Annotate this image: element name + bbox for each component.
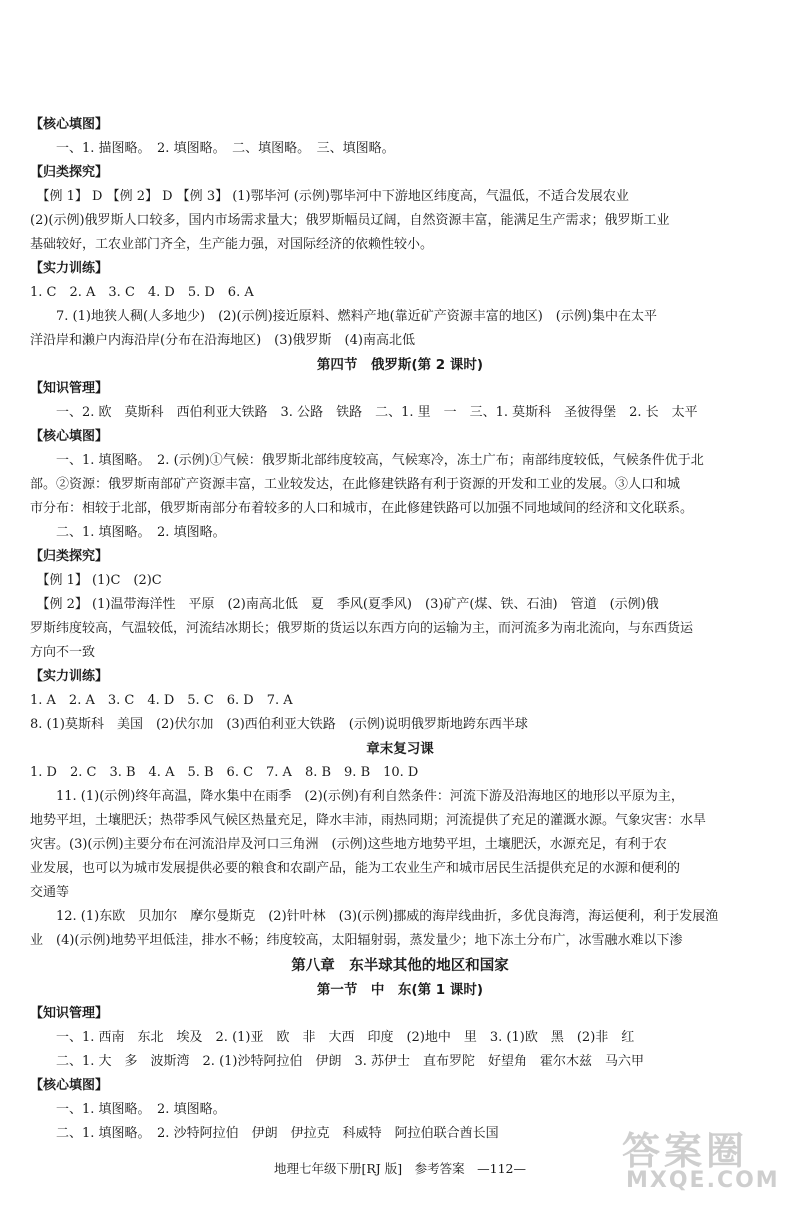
answer-line: 一、1. 西南 东北 埃及 2. (1)亚 欧 非 大西 印度 (2)地中 里 3. (1)欧 黑 (2)非 红 (30, 1030, 635, 1045)
lesson-title: 第一节 中 东(第 1 课时) (316, 982, 484, 998)
answer-line: 二、1. 大 多 波斯湾 2. (1)沙特阿拉伯 伊朗 3. 苏伊士 直布罗陀 好望角 霍尔木兹 马六甲 (30, 1054, 645, 1069)
answer-line: 罗斯纬度较高，气温较低，河流结冰期长；俄罗斯的货运以东西方向的运输为主，而河流多为南北流向，与东西货运 (30, 621, 694, 636)
section-heading: 【知识管理】 (30, 381, 109, 396)
answer-line: 一、1. 填图略。 2. (示例)①气候：俄罗斯北部纬度较高，气候寒冷，冻土广布；南部纬度较低，气候条件优于北 (30, 453, 704, 468)
section-heading: 【归类探究】 (30, 165, 109, 180)
answer-line: 一、1. 填图略。 2. 填图略。 (30, 1102, 226, 1117)
chapter-title: 第八章 东半球其他的地区和国家 (291, 958, 509, 974)
answer-line: 地势平坦，土壤肥沃；热带季风气候区热量充足，降水丰沛，雨热同期；河流提供了充足的灌溉水源。气象灾害：水旱 (30, 813, 707, 828)
answer-line: 业发展，也可以为城市发展提供必要的粮食和农副产品，能为工农业生产和城市居民生活提供充足的水源和便利的 (30, 861, 681, 876)
answer-line: 二、1. 填图略。 2. 填图略。 (30, 525, 226, 540)
watermark-url: MXQE.COM (626, 1168, 780, 1193)
lesson-title: 第四节 俄罗斯(第 2 课时) (316, 357, 484, 373)
answer-line: 11. (1)(示例)终年高温，降水集中在雨季 (2)(示例)有利自然条件：河流下游及沿海地区的地形以平原为主， (30, 789, 684, 804)
answer-line: 1. A 2. A 3. C 4. D 5. C 6. D 7. A (30, 693, 293, 708)
answer-line: 7. (1)地狭人稠(人多地少) (2)(示例)接近原料、燃料产地(靠近矿产资源丰富的地区) (示例)集中在太平 (30, 309, 657, 324)
answer-line: 洋沿岸和濑户内海沿岸(分布在沿海地区) (3)俄罗斯 (4)南高北低 (30, 333, 415, 348)
section-heading: 【核心填图】 (30, 1078, 109, 1093)
review-title: 章末复习课 (366, 741, 434, 757)
section-heading: 【知识管理】 (30, 1006, 109, 1021)
section-heading: 【核心填图】 (30, 429, 109, 444)
answer-line: 业 (4)(示例)地势平坦低洼，排水不畅；纬度较高，太阳辐射弱，蒸发量少；地下冻土分布广，冰雪融水难以下渗 (30, 933, 683, 948)
answer-line: 灾害。(3)(示例)主要分布在河流沿岸及河口三角洲 (示例)这些地方地势平坦，土壤肥沃，水源充足，有利于农 (30, 837, 667, 852)
answer-line: 【例 2】 (1)温带海洋性 平原 (2)南高北低 夏 季风(夏季风) (3)矿产(煤、铁、石油) 管道 (示例)俄 (30, 597, 659, 612)
answer-line: 8. (1)莫斯科 美国 (2)伏尔加 (3)西伯利亚大铁路 (示例)说明俄罗斯地跨东西半球 (30, 717, 528, 732)
answer-line: 1. C 2. A 3. C 4. D 5. D 6. A (30, 285, 254, 300)
answer-line: 市分布：相较于北部，俄罗斯南部分布着较多的人口和城市，在此修建铁路可以加强不同地域间的经济和文化联系。 (30, 501, 694, 516)
section-heading: 【核心填图】 (30, 117, 109, 132)
answer-line: (2)(示例)俄罗斯人口较多，国内市场需求量大；俄罗斯幅员辽阔，自然资源丰富，能满足生产需求；俄罗斯工业 (30, 213, 670, 228)
answer-line: 一、2. 欧 莫斯科 西伯利亚大铁路 3. 公路 铁路 二、1. 里 一 三、1. 莫斯科 圣彼得堡 2. 长 太平 (30, 405, 698, 420)
section-heading: 【实力训练】 (30, 261, 109, 276)
answer-line: 12. (1)东欧 贝加尔 摩尔曼斯克 (2)针叶林 (3)(示例)挪威的海岸线曲折，多优良海湾，海运便利，利于发展渔 (30, 909, 719, 924)
watermark-text: 答案圈 (622, 1129, 749, 1173)
answer-line: 二、1. 填图略。 2. 沙特阿拉伯 伊朗 伊拉克 科威特 阿拉伯联合酋长国 (30, 1126, 499, 1141)
answer-line: 【例 1】 D 【例 2】 D 【例 3】 (1)鄂毕河 (示例)鄂毕河中下游地区纬度高，气温低，不适合发展农业 (30, 189, 629, 204)
page-footer: 地理七年级下册[RJ 版] 参考答案 —112— (273, 1161, 526, 1176)
answer-line: 一、1. 描图略。 2. 填图略。 二、填图略。 三、填图略。 (30, 141, 395, 156)
section-heading: 【实力训练】 (30, 669, 109, 684)
answer-line: 部。②资源：俄罗斯南部矿产资源丰富，工业较发达，在此修建铁路有利于资源的开发和工业的发展。③人口和城 (30, 477, 681, 492)
answer-line: 方向不一致 (30, 645, 96, 660)
answer-line: 交通等 (30, 885, 70, 900)
answer-line: 基础较好，工农业部门齐全，生产能力强，对国际经济的依赖性较小。 (30, 237, 434, 252)
answer-line: 【例 1】 (1)C (2)C (30, 573, 162, 588)
watermark-logo (620, 1120, 790, 1200)
section-heading: 【归类探究】 (30, 549, 109, 564)
answer-line: 1. D 2. C 3. B 4. A 5. B 6. C 7. A 8. B 9. B 10. D (30, 765, 419, 780)
